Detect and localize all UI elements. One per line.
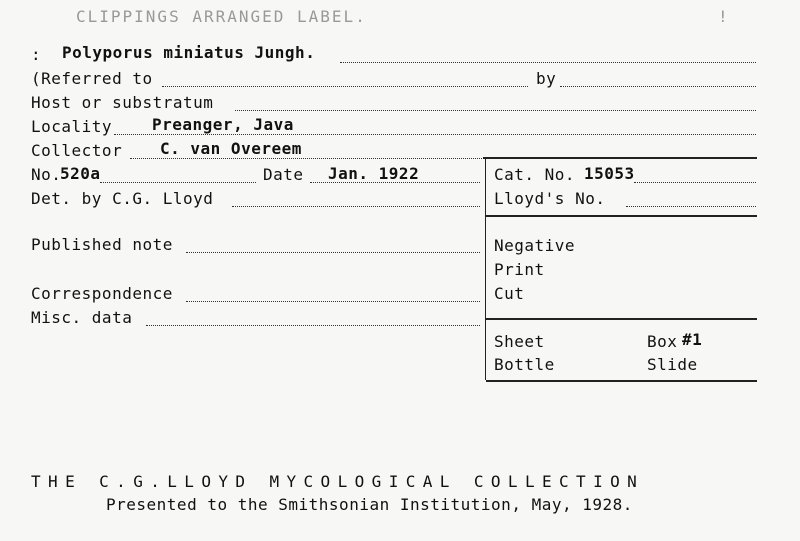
box-value: #1 (682, 330, 703, 349)
catalog-dotted-line (634, 182, 756, 183)
locality-value: Preanger, Java (152, 115, 294, 134)
date-dotted-line (310, 182, 480, 183)
catalog-value: 15053 (584, 164, 635, 183)
locality-label: Locality (31, 117, 113, 136)
faint-mark: ! (718, 7, 730, 26)
host-dotted-line (235, 110, 756, 111)
det-label: Det. by C.G. Lloyd (31, 189, 214, 208)
number-value: 520a (60, 164, 101, 183)
number-dotted-line (100, 182, 256, 183)
presented-note: Presented to the Smithsonian Institution, May, 1928. (106, 495, 633, 514)
lloyds-no-label: Lloyd's No. (494, 189, 606, 208)
misc-dotted-line (146, 325, 480, 326)
collector-dotted-line (130, 158, 486, 159)
slide-label: Slide (647, 355, 698, 374)
number-label: No. (31, 165, 62, 184)
collection-title: THE C.G.LLOYD MYCOLOGICAL COLLECTION (31, 472, 645, 491)
print-label: Print (494, 260, 545, 279)
date-value: Jan. 1922 (328, 164, 420, 183)
misc-data-label: Misc. data (31, 308, 133, 327)
lloyds-no-rule (486, 215, 757, 217)
by-dotted-line (560, 86, 756, 87)
sheet-label: Sheet (494, 332, 545, 351)
catalog-box-left-rule (485, 158, 486, 380)
species-name: Polyporus miniatus Jungh. (62, 43, 316, 62)
date-label: Date (263, 165, 304, 184)
collector-value: C. van Overeem (160, 139, 302, 158)
host-label: Host or substratum (31, 93, 214, 112)
det-dotted-line (232, 206, 480, 207)
species-prefix: : (31, 45, 42, 64)
species-dotted-line (340, 62, 756, 63)
bottle-label: Bottle (494, 355, 555, 374)
faint-header-text: CLIPPINGS ARRANGED LABEL. (76, 7, 367, 26)
referred-to-label: (Referred to (31, 69, 153, 88)
box-label: Box (647, 332, 678, 351)
catalog-box-top-rule (483, 157, 757, 159)
correspondence-label: Correspondence (31, 284, 173, 303)
locality-dotted-line (114, 134, 756, 135)
published-note-label: Published note (31, 235, 173, 254)
cut-label: Cut (494, 284, 525, 303)
negative-label: Negative (494, 236, 576, 255)
referred-dotted-line (162, 86, 528, 87)
collector-label: Collector (31, 141, 123, 160)
storage-rule (486, 318, 757, 320)
catalog-label: Cat. No. (494, 165, 576, 184)
by-label: by (536, 69, 557, 88)
catalog-box-bottom-rule (486, 380, 757, 382)
lloyds-no-dotted-line (626, 206, 756, 207)
published-dotted-line (186, 252, 480, 253)
correspondence-dotted-line (186, 301, 480, 302)
